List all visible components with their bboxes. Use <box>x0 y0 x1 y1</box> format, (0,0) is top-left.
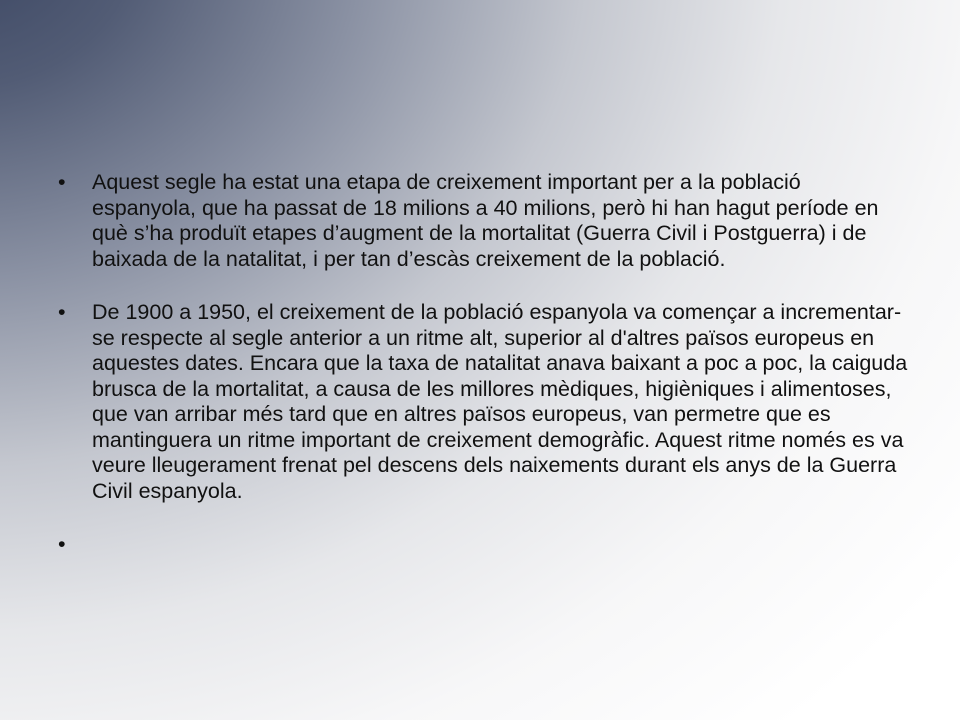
bullet-dot-icon: • <box>58 532 66 556</box>
bullet-dot-icon: • <box>58 170 66 194</box>
bullet-dot-icon: • <box>58 300 66 324</box>
bullet-item <box>58 300 908 504</box>
bullet-text: Aquest segle ha estat una etapa de creixement important per a la població espanyola, que ha passat de 18 milions a 40 milions, però hi han hagut període en què s’ha produït etapes d’augment de la mortalitat (Guerra Civil i Postguerra) i de baixada de la natalitat, i per tan d’escàs creixement de la població. <box>92 170 879 271</box>
bullet-list <box>58 170 908 558</box>
bullet-item-empty <box>58 532 908 558</box>
bullet-text: De 1900 a 1950, el creixement de la població espanyola va començar a incrementar-se respecte al segle anterior a un ritme alt, superior al d'altres països europeus en aquestes dates. Encara que la taxa de natalitat anava baixant a poc a poc, la caiguda brusca de la mortalitat, a causa de les millores mèdiques, higièniques i alimentoses, que van arribar més tard que en altres països europeus, van permetre que es mantinguera un ritme important de creixement demogràfic. Aquest ritme només es va veure lleugerament frenat pel descens dels naixements durant els anys de la Guerra Civil espanyola. <box>92 300 908 503</box>
bullet-item <box>58 170 908 272</box>
